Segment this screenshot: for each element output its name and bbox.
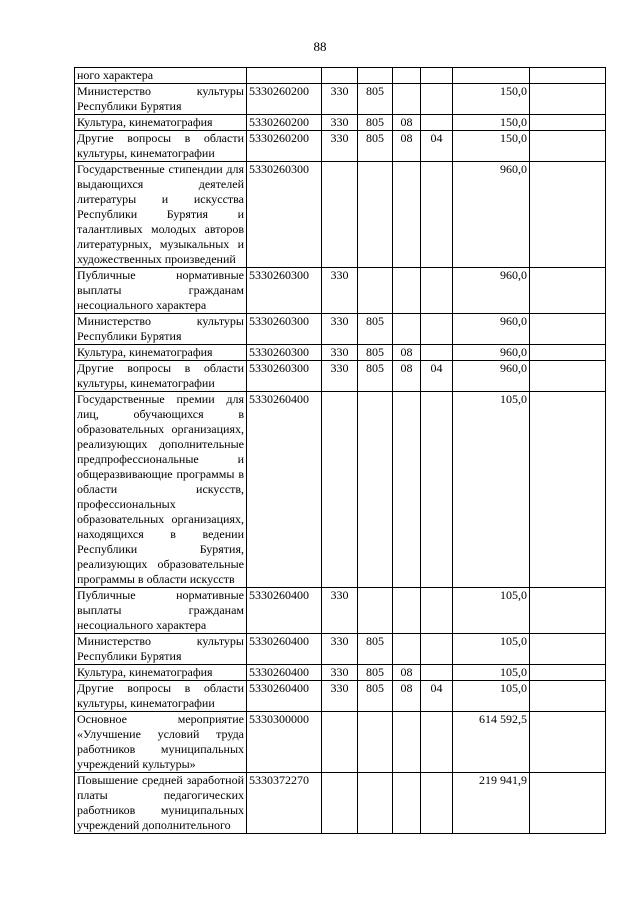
table-row bbox=[75, 68, 606, 84]
cell-extra bbox=[530, 131, 606, 162]
cell-expense-type: 330 bbox=[322, 314, 358, 345]
table-row bbox=[75, 681, 606, 712]
cell-amount: 219 941,9 bbox=[453, 773, 530, 834]
table-row bbox=[75, 162, 606, 268]
cell-amount: 150,0 bbox=[453, 131, 530, 162]
cell-subsection bbox=[421, 665, 453, 681]
cell-expense-type bbox=[322, 68, 358, 84]
cell-section: 08 bbox=[393, 361, 421, 392]
cell-section bbox=[393, 588, 421, 634]
cell-section bbox=[393, 162, 421, 268]
cell-extra bbox=[530, 314, 606, 345]
cell-amount: 105,0 bbox=[453, 634, 530, 665]
cell-target-code: 5330260300 bbox=[247, 314, 322, 345]
cell-subsection: 04 bbox=[421, 681, 453, 712]
cell-extra bbox=[530, 361, 606, 392]
cell-subsection bbox=[421, 588, 453, 634]
cell-amount: 105,0 bbox=[453, 681, 530, 712]
cell-amount: 105,0 bbox=[453, 588, 530, 634]
cell-name: Министерство культуры Республики Бурятия bbox=[75, 314, 247, 345]
table-row bbox=[75, 712, 606, 773]
table-row bbox=[75, 268, 606, 314]
table-row bbox=[75, 131, 606, 162]
cell-target-code: 5330260300 bbox=[247, 345, 322, 361]
cell-expense-type: 330 bbox=[322, 361, 358, 392]
cell-ministry-code: 805 bbox=[358, 361, 393, 392]
cell-target-code: 5330260300 bbox=[247, 162, 322, 268]
cell-target-code: 5330260300 bbox=[247, 361, 322, 392]
cell-ministry-code bbox=[358, 268, 393, 314]
cell-name: Другие вопросы в области культуры, кинематографии bbox=[75, 681, 247, 712]
cell-ministry-code bbox=[358, 162, 393, 268]
cell-name: Государственные стипендии для выдающихся деятелей литературы и искусства Республики Бурятия и талантливых молодых авторов литературных, музыкальных и художественных произведений bbox=[75, 162, 247, 268]
cell-extra bbox=[530, 634, 606, 665]
table-row bbox=[75, 588, 606, 634]
table-row bbox=[75, 634, 606, 665]
cell-ministry-code: 805 bbox=[358, 131, 393, 162]
cell-target-code: 5330260400 bbox=[247, 681, 322, 712]
cell-ministry-code bbox=[358, 588, 393, 634]
table-body bbox=[75, 68, 606, 834]
cell-amount: 960,0 bbox=[453, 361, 530, 392]
cell-subsection: 04 bbox=[421, 361, 453, 392]
cell-name: Другие вопросы в области культуры, кинематографии bbox=[75, 131, 247, 162]
cell-expense-type: 330 bbox=[322, 634, 358, 665]
cell-extra bbox=[530, 712, 606, 773]
cell-subsection bbox=[421, 712, 453, 773]
cell-name: Публичные нормативные выплаты гражданам несоциального характера bbox=[75, 268, 247, 314]
cell-section bbox=[393, 84, 421, 115]
cell-target-code: 5330300000 bbox=[247, 712, 322, 773]
cell-amount bbox=[453, 68, 530, 84]
cell-target-code bbox=[247, 68, 322, 84]
cell-section bbox=[393, 268, 421, 314]
cell-expense-type bbox=[322, 162, 358, 268]
cell-target-code: 5330260200 bbox=[247, 84, 322, 115]
cell-extra bbox=[530, 588, 606, 634]
cell-expense-type: 330 bbox=[322, 115, 358, 131]
cell-target-code: 5330260400 bbox=[247, 588, 322, 634]
cell-expense-type: 330 bbox=[322, 588, 358, 634]
cell-target-code: 5330260400 bbox=[247, 665, 322, 681]
cell-extra bbox=[530, 84, 606, 115]
cell-amount: 960,0 bbox=[453, 268, 530, 314]
cell-extra bbox=[530, 345, 606, 361]
cell-ministry-code: 805 bbox=[358, 314, 393, 345]
cell-subsection bbox=[421, 634, 453, 665]
cell-name: Министерство культуры Республики Бурятия bbox=[75, 84, 247, 115]
cell-amount: 960,0 bbox=[453, 162, 530, 268]
cell-subsection bbox=[421, 162, 453, 268]
cell-target-code: 5330260200 bbox=[247, 131, 322, 162]
cell-amount: 614 592,5 bbox=[453, 712, 530, 773]
cell-subsection bbox=[421, 115, 453, 131]
cell-subsection bbox=[421, 314, 453, 345]
cell-subsection bbox=[421, 84, 453, 115]
cell-subsection bbox=[421, 268, 453, 314]
cell-ministry-code: 805 bbox=[358, 84, 393, 115]
cell-expense-type bbox=[322, 392, 358, 588]
cell-name: Основное мероприятие «Улучшение условий труда работников муниципальных учреждений культуры» bbox=[75, 712, 247, 773]
cell-section: 08 bbox=[393, 131, 421, 162]
cell-extra bbox=[530, 681, 606, 712]
budget-table bbox=[74, 67, 606, 834]
cell-extra bbox=[530, 162, 606, 268]
cell-name: ного характера bbox=[75, 68, 247, 84]
cell-name: Государственные премии для лиц, обучающихся в образовательных организациях, реализующих дополнительные предпрофессиональные и общеразвивающие программы в области искусств, профессиональных образовательных организациях, находящихся в ведении Республики Бурятия, реализующих образовательные программы в области искусств bbox=[75, 392, 247, 588]
cell-subsection bbox=[421, 773, 453, 834]
table-row bbox=[75, 345, 606, 361]
cell-extra bbox=[530, 268, 606, 314]
cell-subsection: 04 bbox=[421, 131, 453, 162]
cell-ministry-code: 805 bbox=[358, 115, 393, 131]
cell-subsection bbox=[421, 68, 453, 84]
cell-section bbox=[393, 634, 421, 665]
table-row bbox=[75, 392, 606, 588]
cell-amount: 105,0 bbox=[453, 392, 530, 588]
cell-expense-type bbox=[322, 712, 358, 773]
cell-ministry-code: 805 bbox=[358, 634, 393, 665]
cell-amount: 960,0 bbox=[453, 314, 530, 345]
table-row bbox=[75, 665, 606, 681]
cell-ministry-code bbox=[358, 392, 393, 588]
cell-section bbox=[393, 773, 421, 834]
cell-ministry-code: 805 bbox=[358, 665, 393, 681]
cell-expense-type: 330 bbox=[322, 268, 358, 314]
cell-expense-type: 330 bbox=[322, 681, 358, 712]
cell-name: Культура, кинематография bbox=[75, 345, 247, 361]
cell-section: 08 bbox=[393, 665, 421, 681]
cell-extra bbox=[530, 392, 606, 588]
cell-expense-type: 330 bbox=[322, 131, 358, 162]
cell-target-code: 5330260200 bbox=[247, 115, 322, 131]
cell-name: Культура, кинематография bbox=[75, 665, 247, 681]
cell-subsection bbox=[421, 345, 453, 361]
cell-section bbox=[393, 712, 421, 773]
cell-ministry-code: 805 bbox=[358, 681, 393, 712]
cell-target-code: 5330372270 bbox=[247, 773, 322, 834]
cell-section: 08 bbox=[393, 115, 421, 131]
cell-name: Министерство культуры Республики Бурятия bbox=[75, 634, 247, 665]
cell-ministry-code: 805 bbox=[358, 345, 393, 361]
cell-section: 08 bbox=[393, 681, 421, 712]
cell-section bbox=[393, 392, 421, 588]
cell-ministry-code bbox=[358, 773, 393, 834]
cell-amount: 960,0 bbox=[453, 345, 530, 361]
cell-section bbox=[393, 314, 421, 345]
table-row bbox=[75, 773, 606, 834]
cell-extra bbox=[530, 68, 606, 84]
cell-amount: 150,0 bbox=[453, 84, 530, 115]
cell-subsection bbox=[421, 392, 453, 588]
cell-expense-type: 330 bbox=[322, 345, 358, 361]
cell-section bbox=[393, 68, 421, 84]
cell-extra bbox=[530, 115, 606, 131]
page-number: 88 bbox=[313, 39, 327, 54]
cell-amount: 150,0 bbox=[453, 115, 530, 131]
cell-extra bbox=[530, 665, 606, 681]
cell-target-code: 5330260300 bbox=[247, 268, 322, 314]
cell-name: Другие вопросы в области культуры, кинематографии bbox=[75, 361, 247, 392]
cell-amount: 105,0 bbox=[453, 665, 530, 681]
cell-name: Повышение средней заработной платы педагогических работников муниципальных учреждений дополнительного bbox=[75, 773, 247, 834]
table-row bbox=[75, 115, 606, 131]
cell-expense-type bbox=[322, 773, 358, 834]
table-row bbox=[75, 361, 606, 392]
cell-extra bbox=[530, 773, 606, 834]
cell-ministry-code bbox=[358, 68, 393, 84]
cell-target-code: 5330260400 bbox=[247, 392, 322, 588]
cell-section: 08 bbox=[393, 345, 421, 361]
cell-name: Публичные нормативные выплаты гражданам несоциального характера bbox=[75, 588, 247, 634]
cell-expense-type: 330 bbox=[322, 84, 358, 115]
cell-name: Культура, кинематография bbox=[75, 115, 247, 131]
cell-ministry-code bbox=[358, 712, 393, 773]
cell-expense-type: 330 bbox=[322, 665, 358, 681]
table-row bbox=[75, 84, 606, 115]
table-row bbox=[75, 314, 606, 345]
cell-target-code: 5330260400 bbox=[247, 634, 322, 665]
